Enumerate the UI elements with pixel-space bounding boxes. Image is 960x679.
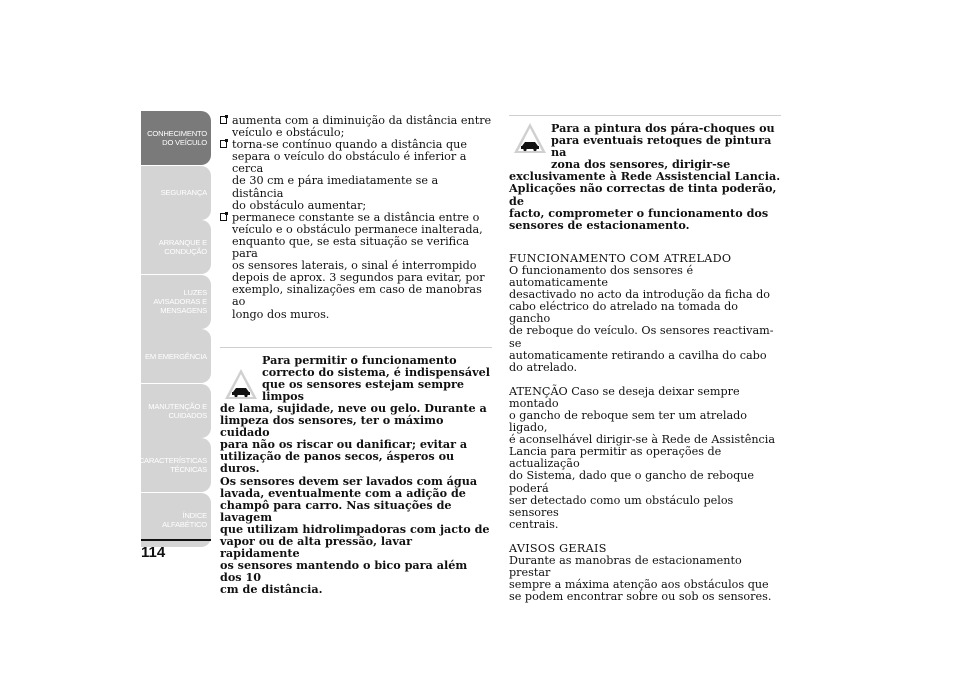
chapter-tab[interactable] [141, 111, 211, 165]
warning-lead-line: que os sensores estejam sempre limpos [262, 376, 464, 403]
paragraph-line: sempre a máxima atenção aos obstáculos que [509, 578, 769, 592]
warning-line: de lama, sujidade, neve ou gelo. Durante a [220, 400, 487, 415]
warning-line: champô para carro. Nas situações de lavagem [220, 497, 452, 524]
car-warning-triangle-icon [224, 368, 258, 400]
paragraph-line: é aconselhável dirigir-se à Rede de Assistência [509, 433, 776, 447]
chapter-tab-label: LUZES [183, 288, 207, 297]
paragraph-line: Durante as manobras de estacionamento prestar [509, 554, 742, 580]
warning-line: Aplicações não correctas de tinta poderão, de [509, 181, 777, 208]
chapter-tab-label: CONHECIMENTO [147, 129, 207, 138]
left-column [220, 115, 492, 595]
bullet-line: veículo e obstáculo; [232, 126, 345, 140]
checkbox-bullet-icon [220, 213, 227, 221]
attention-paragraph [509, 386, 781, 531]
trailer-paragraph [509, 265, 781, 374]
warning-line: utilização de panos secos, ásperos ou duros. [220, 449, 455, 476]
chapter-tab[interactable] [141, 220, 211, 274]
chapter-tab-label: CONDUÇÃO [164, 247, 207, 256]
chapter-tab-label: AVISADORAS E [153, 297, 207, 306]
warning-lead-line: para eventuais retoques de pintura na [551, 133, 772, 160]
warning-lead-line: Para permitir o funcionamento [262, 352, 457, 367]
chapter-tab[interactable] [138, 438, 211, 492]
checkbox-bullet-icon [220, 140, 227, 148]
bullet-line: torna-se contínuo quando a distância que [232, 138, 467, 152]
warning-line: para não os riscar ou danificar; evitar a [220, 437, 468, 452]
paragraph-line: Lancia para permitir as operações de actualização [509, 445, 722, 471]
chapter-tab-label: TÉCNICAS [170, 465, 207, 474]
warning-line: limpeza dos sensores, ter o máximo cuidado [220, 413, 444, 440]
chapter-tab[interactable] [141, 329, 211, 383]
general-paragraph [509, 555, 781, 603]
warning-lead-line: correcto do sistema, é indispensável [262, 364, 490, 379]
chapter-tab-label: MENSAGENS [160, 306, 207, 315]
paragraph-line: ser detectado como um obstáculo pelos sensores [509, 493, 734, 519]
bullet-list [220, 115, 492, 321]
chapter-tab-label: CUIDADOS [168, 410, 207, 420]
paragraph-line: o gancho de reboque sem ter um atrelado ligado, [509, 408, 748, 435]
chapter-tab-label: CARACTERÍSTICAS [138, 456, 207, 465]
warning-line: exclusivamente à Rede Assistencial Lancia. [509, 169, 781, 184]
car-warning-triangle-icon [513, 122, 547, 154]
right-column [509, 115, 781, 603]
warning-line: Os sensores devem ser lavados com água [220, 473, 478, 488]
paragraph-line: automaticamente retirando a cavilha do cabo [509, 348, 767, 362]
warning-line: vapor ou de alta pressão, lavar rapidamente [220, 534, 413, 561]
chapter-tab-label: SEGURANÇA [160, 188, 207, 197]
bullet-item [220, 139, 492, 212]
warning-line: os sensores mantendo o bico para além dos 10 [220, 558, 468, 585]
section-heading-trailer: FUNCIONAMENTO COM ATRELADO [509, 251, 732, 265]
warning-line: que utilizam hidrolimpadoras com jacto de [220, 521, 490, 536]
chapter-tab-label: MANUTENÇÃO E [148, 401, 207, 411]
page-number: 114 [141, 544, 166, 561]
chapter-tab-label: ÍNDICE [182, 510, 207, 520]
bullet-item [220, 115, 492, 139]
chapter-tab[interactable] [141, 275, 211, 329]
paragraph-line: do Sistema, dado que o gancho de reboque poderá [509, 469, 755, 495]
warning-lead-line: zona dos sensores, dirigir-se [551, 157, 731, 172]
bullet-line: veículo e o obstáculo permanece inalterada, [232, 222, 483, 236]
chapter-tab-label: ALFABÉTICO [162, 519, 207, 529]
chapter-tab[interactable] [141, 384, 211, 438]
paragraph-line: se podem encontrar sobre ou sob os sensores. [509, 590, 772, 604]
bullet-line: permanece constante se a distância entre o [232, 210, 480, 224]
paragraph-line: desactivado no acto da introdução da ficha do [509, 288, 770, 302]
paint-warning [509, 115, 781, 231]
chapter-tab[interactable] [141, 166, 211, 220]
paragraph-line: cabo eléctrico do atrelado na tomada do gancho [509, 300, 738, 326]
checkbox-bullet-icon [220, 116, 227, 124]
bullet-line: longo dos muros. [232, 307, 330, 321]
paragraph-line: de reboque do veículo. Os sensores reactivam-se [509, 324, 774, 350]
paragraph-line: ATENÇÃO Caso se deseja deixar sempre montado [509, 384, 740, 410]
warning-line: sensores de estacionamento. [509, 217, 690, 232]
bullet-line: exemplo, sinalizações em caso de manobras ao [232, 283, 482, 309]
bullet-line: enquanto que, se esta situação se verifica para [232, 234, 470, 261]
chapter-tab-label: EM EMERGÊNCIA [145, 351, 207, 361]
bullet-line: os sensores laterais, o sinal é interrompido [232, 259, 477, 273]
paragraph-line: centrais. [509, 517, 559, 531]
warning-line: lavada, eventualmente com a adição de [220, 485, 466, 500]
cleaning-warning [220, 347, 492, 596]
bullet-line: aumenta com a diminuição da distância entre [232, 114, 492, 127]
bullet-line: do obstáculo aumentar; [232, 198, 367, 212]
paragraph-line: do atrelado. [509, 360, 578, 374]
page-number-rule [141, 539, 211, 541]
section-heading-general: AVISOS GERAIS [509, 541, 607, 555]
chapter-tab-label: ARRANQUE E [158, 238, 207, 247]
warning-lead-line: Para a pintura dos pára-choques ou [551, 121, 775, 135]
bullet-line: de 30 cm e pára imediatamente se a distância [232, 174, 439, 200]
paragraph-line: O funcionamento dos sensores é automaticamente [509, 263, 694, 290]
chapter-tab-label: DO VEÍCULO [162, 138, 207, 147]
warning-line: cm de distância. [220, 582, 323, 597]
bullet-item [220, 212, 492, 321]
warning-line: facto, comprometer o funcionamento dos [509, 205, 769, 220]
bullet-line: depois de aprox. 3 segundos para evitar, por [232, 271, 485, 285]
bullet-line: separa o veículo do obstáculo é inferior a cerca [232, 150, 467, 176]
